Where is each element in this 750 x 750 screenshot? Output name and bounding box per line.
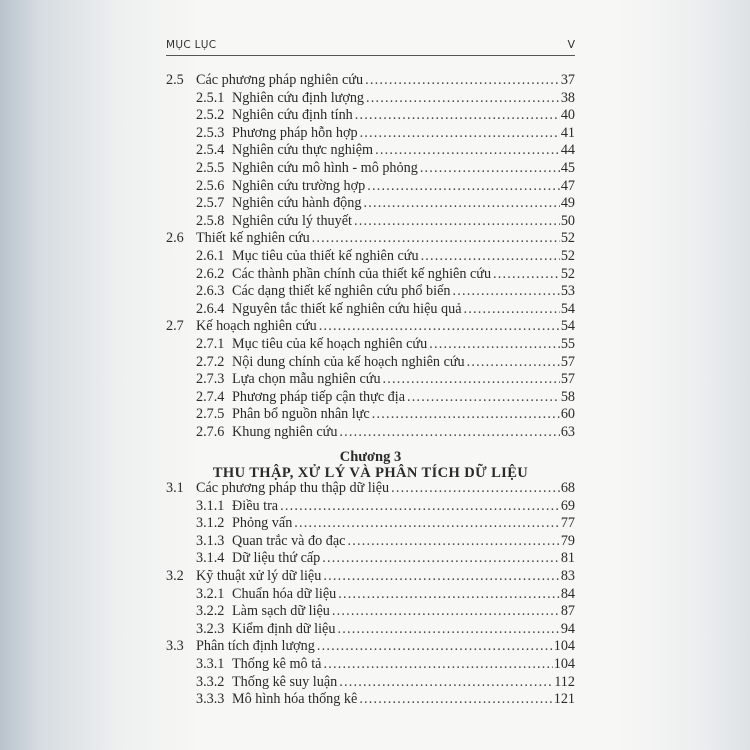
entry-title: Điều tra: [232, 497, 279, 514]
entry-page: 52: [560, 247, 575, 264]
entry-number: 3.3.2: [196, 673, 225, 690]
dot-leader: [452, 283, 559, 301]
entry-number: 2.7.5: [196, 406, 225, 423]
dot-leader: [391, 480, 560, 498]
entry-page: 38: [560, 89, 575, 106]
dot-leader: [360, 125, 560, 143]
entry-title: Mục tiêu của thiết kế nghiên cứu: [232, 247, 419, 264]
entry-page: 94: [560, 620, 575, 637]
entry-page: 52: [560, 265, 575, 282]
toc-entry[interactable]: [166, 72, 575, 90]
entry-number: 2.6.1: [196, 247, 225, 264]
page-number: V: [567, 38, 575, 51]
entry-page: 77: [560, 515, 575, 532]
entry-title: Dữ liệu thứ cấp: [232, 550, 321, 567]
entry-page: 68: [560, 480, 575, 496]
entry-page: 121: [553, 691, 575, 708]
entry-number: 2.5.5: [196, 159, 225, 176]
entry-title: Nghiên cứu định lượng: [232, 89, 365, 106]
entry-number: 2.7.3: [196, 371, 225, 388]
dot-leader: [421, 248, 560, 266]
entry-number: 2.6: [166, 230, 184, 247]
entry-number: 2.5.6: [196, 177, 225, 194]
entry-number: 2.7.2: [196, 353, 225, 370]
toc-entry[interactable]: [166, 160, 575, 178]
entry-title: Nghiên cứu thực nghiệm: [232, 142, 374, 159]
entry-number: 2.7.1: [196, 335, 225, 352]
chapter-title: THU THẬP, XỬ LÝ VÀ PHÂN TÍCH DỮ LIỆU: [212, 465, 529, 481]
entry-page: 69: [560, 497, 575, 514]
entry-title: Nghiên cứu hành động: [232, 195, 362, 212]
entry-title: Thiết kế nghiên cứu: [196, 230, 310, 247]
entry-number: 3.3.3: [196, 691, 225, 708]
toc-entry[interactable]: [166, 550, 575, 568]
chapter-heading: [166, 449, 575, 482]
entry-title: Mô hình hóa thống kê: [232, 691, 358, 708]
entry-title: Mục tiêu của kế hoạch nghiên cứu: [232, 335, 428, 352]
toc-entry[interactable]: [166, 283, 575, 301]
entry-title: Nội dung chính của kế hoạch nghiên cứu: [232, 353, 465, 370]
entry-number: 2.5.4: [196, 142, 225, 159]
entry-title: Kiểm định dữ liệu: [232, 620, 336, 637]
entry-number: 3.1.1: [196, 497, 225, 514]
toc-entry[interactable]: [166, 125, 575, 143]
entry-page: 63: [560, 423, 575, 440]
entry-title: Nghiên cứu trường hợp: [232, 177, 366, 194]
entry-title: Kỹ thuật xử lý dữ liệu: [196, 567, 322, 584]
entry-number: 2.7.6: [196, 423, 225, 440]
toc-entry[interactable]: [166, 533, 575, 551]
entry-number: 2.7.4: [196, 388, 225, 405]
entry-title: Các phương pháp nghiên cứu: [196, 72, 364, 88]
dot-leader: [347, 533, 559, 551]
dot-leader: [319, 318, 560, 336]
entry-number: 3.3.1: [196, 655, 225, 672]
dot-leader: [294, 515, 560, 533]
entry-page: 104: [553, 655, 575, 672]
dot-leader: [323, 568, 559, 586]
entry-number: 2.5.2: [196, 107, 225, 124]
toc-entry[interactable]: [166, 266, 575, 284]
toc-entry[interactable]: [166, 515, 575, 533]
toc-entry[interactable]: [166, 230, 575, 248]
dot-leader: [464, 301, 560, 319]
toc-entry[interactable]: [166, 621, 575, 639]
toc-part-1: [166, 72, 575, 441]
toc-entry[interactable]: [166, 424, 575, 442]
dot-leader: [367, 178, 560, 196]
entry-title: Phỏng vấn: [232, 515, 293, 532]
entry-title: Nghiên cứu lý thuyết: [232, 212, 352, 229]
entry-number: 2.5.7: [196, 195, 225, 212]
entry-number: 2.6.4: [196, 300, 225, 317]
entry-title: Các dạng thiết kế nghiên cứu phổ biến: [232, 283, 451, 300]
entry-title: Phương pháp hỗn hợp: [232, 124, 358, 141]
dot-leader: [366, 90, 560, 108]
entry-number: 2.7: [166, 318, 184, 335]
toc-entry[interactable]: [166, 301, 575, 319]
toc-entry[interactable]: [166, 691, 575, 709]
dot-leader: [383, 371, 560, 389]
dot-leader: [363, 195, 559, 213]
toc-entry[interactable]: [166, 603, 575, 621]
entry-number: 3.1.4: [196, 550, 225, 567]
entry-page: 83: [560, 567, 575, 584]
toc-entry[interactable]: [166, 248, 575, 266]
entry-page: 104: [553, 638, 575, 655]
toc-entry[interactable]: [166, 195, 575, 213]
entry-number: 2.5.8: [196, 212, 225, 229]
entry-page: 60: [560, 406, 575, 423]
dot-leader: [420, 160, 560, 178]
dot-leader: [339, 674, 553, 692]
entry-page: 87: [560, 603, 575, 620]
toc-entry[interactable]: [166, 586, 575, 604]
entry-page: 40: [560, 107, 575, 124]
dot-leader: [339, 424, 559, 442]
toc-entry[interactable]: [166, 107, 575, 125]
toc-entry[interactable]: [166, 638, 575, 656]
dot-leader: [375, 142, 560, 160]
entry-page: 52: [560, 230, 575, 247]
entry-page: 37: [560, 72, 575, 88]
entry-title: Phân tích định lượng: [196, 638, 315, 655]
entry-page: 50: [560, 212, 575, 229]
dot-leader: [493, 266, 560, 284]
entry-title: Nguyên tắc thiết kế nghiên cứu hiệu quả: [232, 300, 462, 317]
dot-leader: [355, 107, 560, 125]
toc-entry[interactable]: [166, 406, 575, 424]
toc-entry[interactable]: [166, 389, 575, 407]
toc-entry[interactable]: [166, 371, 575, 389]
entry-page: 54: [560, 300, 575, 317]
dot-leader: [407, 389, 560, 407]
entry-title: Nghiên cứu mô hình - mô phỏng: [232, 159, 418, 176]
toc-entry[interactable]: [166, 336, 575, 354]
entry-number: 2.5.1: [196, 89, 225, 106]
entry-page: 58: [560, 388, 575, 405]
entry-page: 57: [560, 353, 575, 370]
chapter-number: Chương 3: [339, 449, 402, 465]
dot-leader: [338, 586, 560, 604]
dot-leader: [280, 498, 560, 516]
entry-title: Thống kê mô tả: [232, 655, 322, 672]
entry-title: Lựa chọn mẫu nghiên cứu: [232, 371, 381, 388]
entry-number: 2.5.3: [196, 124, 225, 141]
entry-title: Phương pháp tiếp cận thực địa: [232, 388, 405, 405]
toc-entry[interactable]: [166, 568, 575, 586]
dot-leader: [354, 213, 560, 231]
header-title: MỤC LỤC: [166, 39, 217, 51]
entry-title: Thống kê suy luận: [232, 673, 338, 690]
toc-entry[interactable]: [166, 213, 575, 231]
entry-page: 53: [560, 283, 575, 300]
entry-page: 79: [560, 532, 575, 549]
entry-page: 112: [554, 673, 575, 690]
entry-title: Kế hoạch nghiên cứu: [196, 318, 317, 335]
entry-number: 3.1: [166, 480, 184, 496]
dot-leader: [332, 603, 560, 621]
entry-page: 55: [560, 335, 575, 352]
entry-number: 3.3: [166, 638, 184, 655]
entry-page: 41: [560, 124, 575, 141]
entry-title: Các thành phần chính của thiết kế nghiên cứu: [232, 265, 492, 282]
entry-number: 3.2.2: [196, 603, 225, 620]
entry-page: 49: [560, 195, 575, 212]
entry-number: 3.1.3: [196, 532, 225, 549]
entry-title: Khung nghiên cứu: [232, 423, 338, 440]
entry-title: Nghiên cứu định tính: [232, 107, 353, 124]
dot-leader: [359, 691, 552, 709]
entry-page: 45: [560, 159, 575, 176]
dot-leader: [372, 406, 560, 424]
entry-page: 84: [560, 585, 575, 602]
entry-page: 47: [560, 177, 575, 194]
entry-title: Làm sạch dữ liệu: [232, 603, 330, 620]
entry-title: Chuẩn hóa dữ liệu: [232, 585, 337, 602]
dot-leader: [337, 621, 559, 639]
entry-title: Quan trắc và đo đạc: [232, 532, 346, 549]
entry-number: 3.2.3: [196, 620, 225, 637]
dot-leader: [323, 656, 552, 674]
toc-entry[interactable]: [166, 318, 575, 336]
dot-leader: [312, 230, 560, 248]
dot-leader: [429, 336, 560, 354]
toc-entry[interactable]: [166, 90, 575, 108]
dot-leader: [322, 550, 560, 568]
entry-number: 2.6.3: [196, 283, 225, 300]
dot-leader: [317, 638, 553, 656]
entry-page: 54: [560, 318, 575, 335]
entry-page: 81: [560, 550, 575, 567]
entry-title: Các phương pháp thu thập dữ liệu: [196, 480, 390, 496]
toc-entry[interactable]: [166, 178, 575, 196]
entry-page: 44: [560, 142, 575, 159]
toc-entry[interactable]: [166, 656, 575, 674]
dot-leader: [467, 354, 560, 372]
toc-entry[interactable]: [166, 354, 575, 372]
entry-title: Phân bổ nguồn nhân lực: [232, 406, 370, 423]
running-header: [166, 38, 575, 56]
toc-entry[interactable]: [166, 480, 575, 498]
entry-number: 2.6.2: [196, 265, 225, 282]
entry-page: 57: [560, 371, 575, 388]
entry-number: 3.2.1: [196, 585, 225, 602]
toc-entry[interactable]: [166, 674, 575, 692]
dot-leader: [365, 72, 560, 90]
entry-number: 3.2: [166, 567, 184, 584]
toc-entry[interactable]: [166, 498, 575, 516]
entry-number: 3.1.2: [196, 515, 225, 532]
toc-part-2: [166, 480, 575, 709]
entry-number: 2.5: [166, 72, 184, 88]
toc-entry[interactable]: [166, 142, 575, 160]
